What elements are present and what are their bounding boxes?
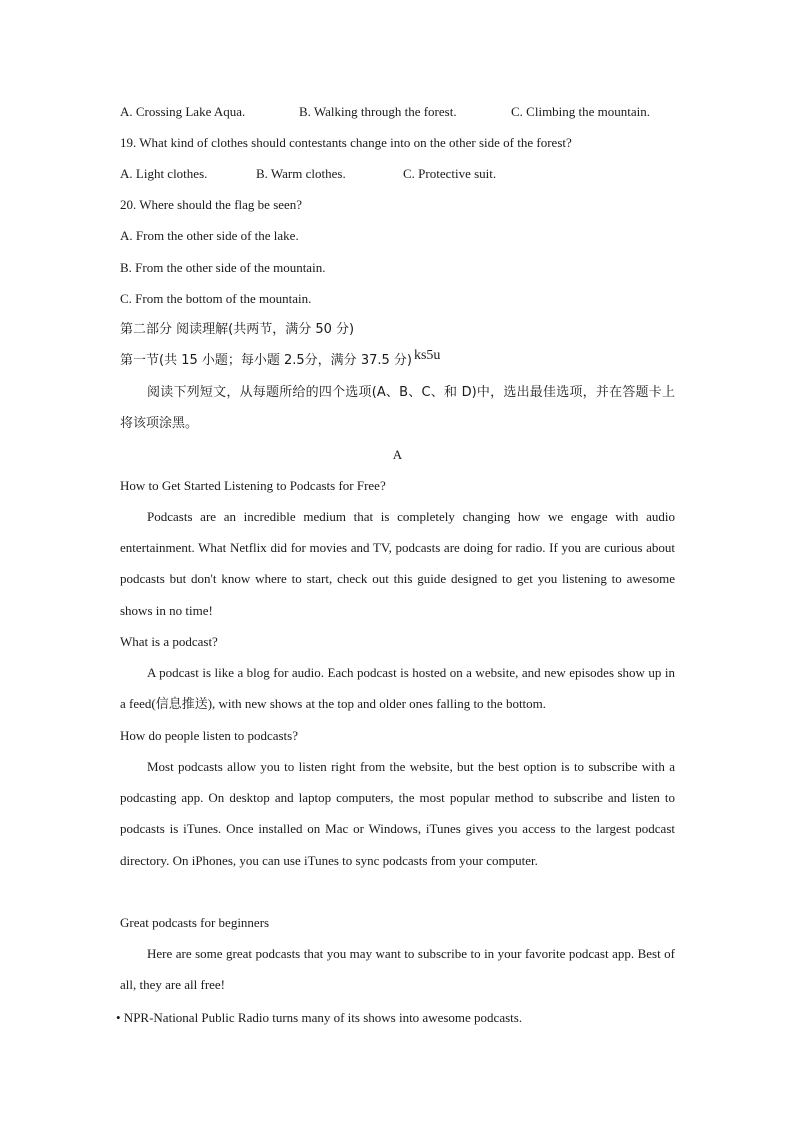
q20-option-c: C. From the bottom of the mountain. xyxy=(120,291,312,306)
passage-letter: A xyxy=(392,447,403,462)
paragraph-3: Most podcasts allow you to listen right from the website, but the best option is to subscribe with a podcasting app. On desktop and laptop computers, the most popular method to subscribe and listen to podcasts is iTunes. Once installed on Mac or Windows, iTunes gives you access to the largest podcast directory. On iPhones, you can use iTunes to sync podcasts from your computer. xyxy=(120,759,675,868)
q18-option-c: C. Climbing the mountain. xyxy=(511,104,651,119)
paragraph-4: Here are some great podcasts that you may want to subscribe to in your favorite podcast app. Best of all, they are all free! xyxy=(120,946,675,993)
q19-option-a: A. Light clothes. xyxy=(120,166,208,181)
q18-option-b: B. Walking through the forest. xyxy=(299,104,457,119)
section1-text: 第一节(共 15 小题；每小题 2.5分，满分 37.5 分) xyxy=(120,353,412,368)
part2-heading: 第二部分 阅读理解(共两节，满分 50 分) xyxy=(120,322,355,337)
paragraph-1: Podcasts are an incredible medium that is completely changing how we engage with audio entertainment. What Netflix did for movies and TV, podcasts are doing for radio. If you are curious about podcasts but don't know where to start, check out this guide designed to get you listening to awesome shows in no time! xyxy=(120,509,675,618)
q19-option-c: C. Protective suit. xyxy=(403,166,497,181)
q18-option-a: A. Crossing Lake Aqua. xyxy=(120,104,246,119)
heading-how-listen: How do people listen to podcasts? xyxy=(120,728,298,743)
paragraph-2: A podcast is like a blog for audio. Each podcast is hosted on a website, and new episodes show up in a feed(信息推送), with new shows at the top and older ones falling to the bottom. xyxy=(120,665,675,712)
q20-option-a: A. From the other side of the lake. xyxy=(120,228,299,243)
passage-title: How to Get Started Listening to Podcasts for Free? xyxy=(120,478,386,493)
heading-what-is-podcast: What is a podcast? xyxy=(120,634,218,649)
heading-great-podcasts: Great podcasts for beginners xyxy=(120,915,270,930)
section1-heading xyxy=(120,348,441,369)
q20-option-b: B. From the other side of the mountain. xyxy=(120,260,326,275)
q19-question: 19. What kind of clothes should contestants change into on the other side of the forest? xyxy=(120,135,572,150)
watermark-text: ks5u xyxy=(413,348,441,363)
q20-question: 20. Where should the flag be seen? xyxy=(120,197,303,212)
bullet-item-npr: • NPR-National Public Radio turns many of its shows into awesome podcasts. xyxy=(116,1010,523,1025)
document-page xyxy=(116,0,675,1123)
instruction-paragraph: 阅读下列短文，从每题所给的四个选项(A、B、C、和 D)中，选出最佳选项，并在答题卡上将该项涂黑。 xyxy=(120,385,675,432)
q19-option-b: B. Warm clothes. xyxy=(256,166,346,181)
